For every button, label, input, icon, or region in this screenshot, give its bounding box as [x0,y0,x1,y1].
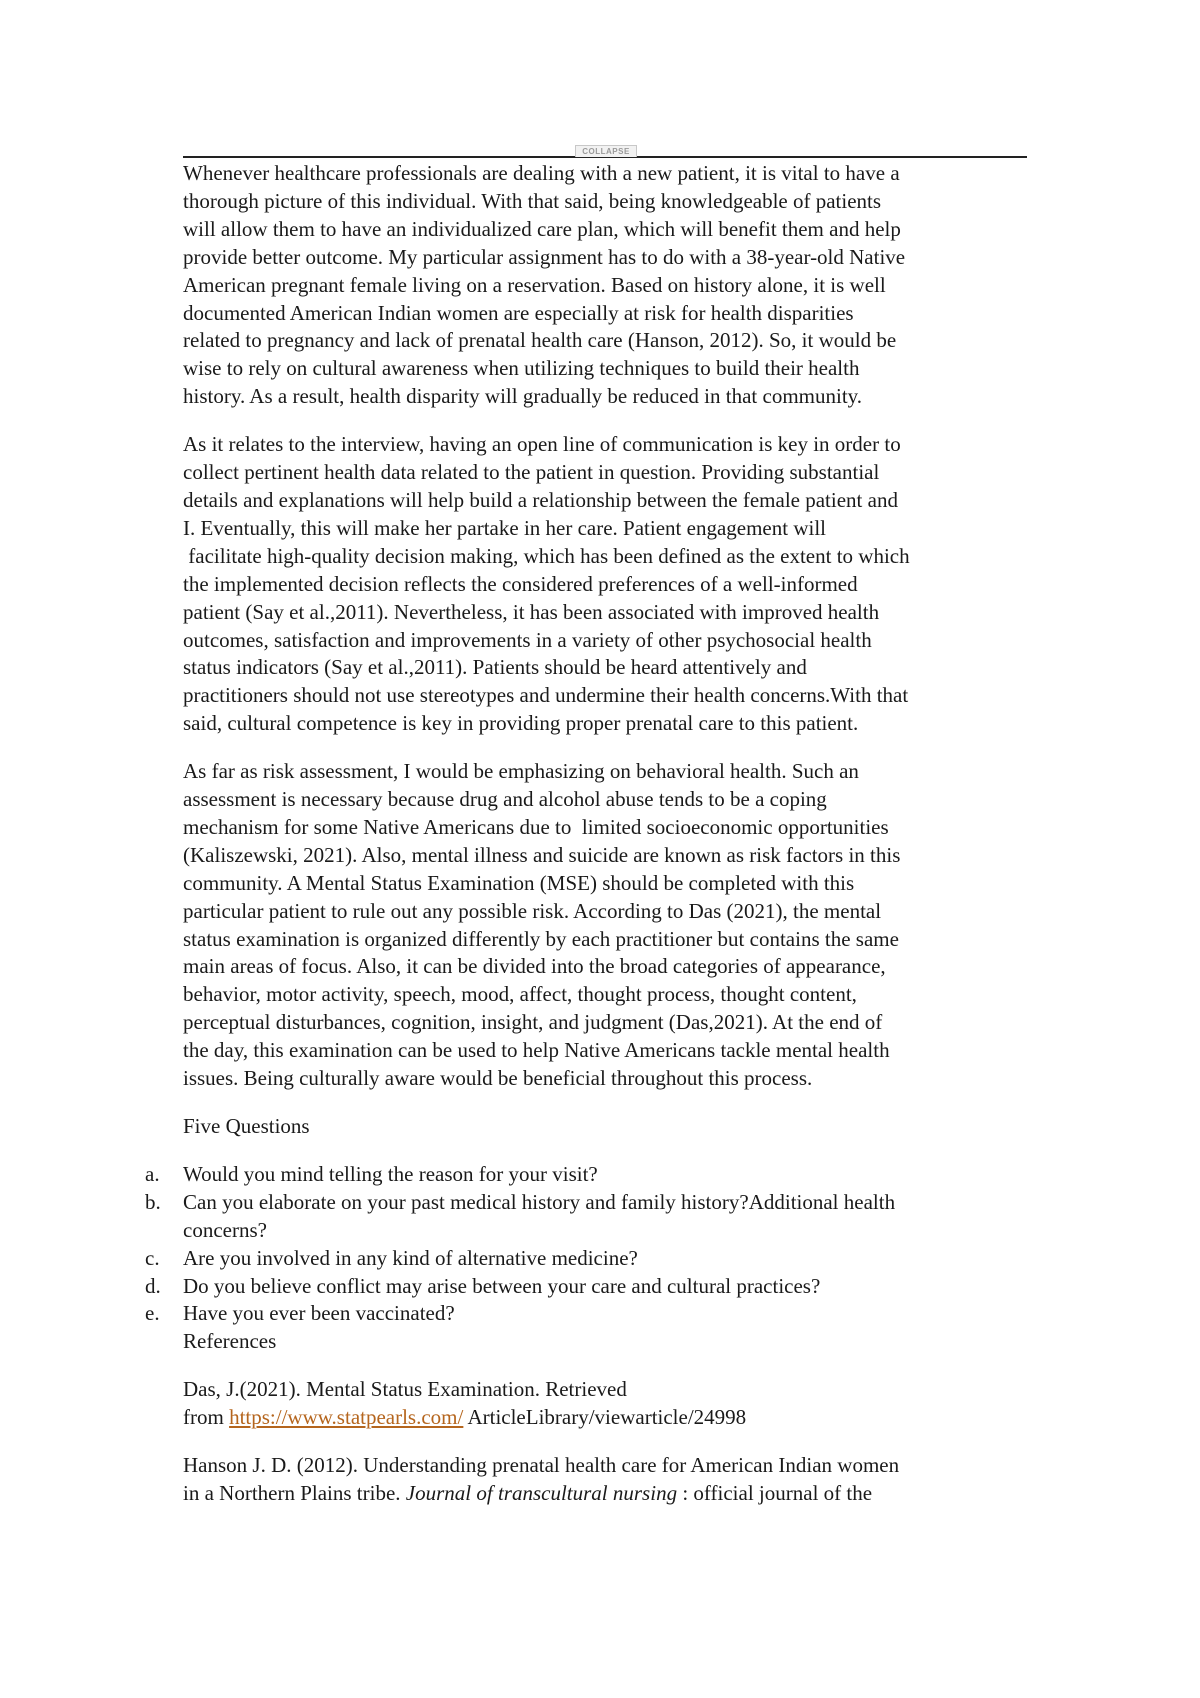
question-text: Can you elaborate on your past medical history and family history?Additional health [183,1189,896,1214]
questions-list [145,1161,1043,1328]
list-marker: c. [145,1245,160,1270]
text-line: wise to rely on cultural awareness when utilizing techniques to build their health [183,356,860,381]
question-text: Do you believe conflict may arise between your care and cultural practices? [183,1273,821,1298]
text-line: outcomes, satisfaction and improvements in a variety of other psychosocial health [183,627,872,652]
question-text: concerns? [183,1217,267,1242]
reference-hanson [183,1452,1043,1508]
text-line: said, cultural competence is key in providing proper prenatal care to this patient. [183,711,859,736]
intro-paragraph [183,160,1043,411]
reference-text: : official journal of the [677,1480,873,1505]
text-line: issues. Being culturally aware would be beneficial throughout this process. [183,1066,813,1091]
text-line: perceptual disturbances, cognition, insight, and judgment (Das,2021). At the end of [183,1010,883,1035]
text-line: mechanism for some Native Americans due to limited socioeconomic opportunities [183,814,889,839]
list-marker: d. [145,1273,161,1298]
text-line: status examination is organized differently by each practitioner but contains the same [183,926,899,951]
text-line: American pregnant female living on a reservation. Based on history alone, it is well [183,272,886,297]
text-line: documented American Indian women are especially at risk for health disparities [183,300,854,325]
list-marker: b. [145,1189,161,1214]
risk-assessment-paragraph [183,758,1043,1093]
reference-text: in a Northern Plains tribe. [183,1480,406,1505]
reference-line: Das, J.(2021). Mental Status Examination. Retrieved [183,1377,627,1402]
text-line: details and explanations will help build a relationship between the female patient and [183,487,898,512]
reference-line [183,1480,1043,1508]
text-line: related to pregnancy and lack of prenatal health care (Hanson, 2012). So, it would be [183,328,897,353]
text-line: particular patient to rule out any possible risk. According to Das (2021), the mental [183,898,882,923]
text-line: I. Eventually, this will make her partake in her care. Patient engagement will [183,515,826,540]
question-item [145,1245,1043,1273]
text-line: community. A Mental Status Examination (MSE) should be completed with this [183,870,855,895]
text-line: facilitate high-quality decision making, which has been defined as the extent to which [183,543,910,568]
question-text: Would you mind telling the reason for your visit? [183,1161,598,1186]
text-line: assessment is necessary because drug and alcohol abuse tends to be a coping [183,787,827,812]
reference-path: ArticleLibrary/viewarticle/24998 [463,1405,747,1430]
text-line: thorough picture of this individual. With that said, being knowledgeable of patients [183,188,882,213]
question-text: Are you involved in any kind of alternative medicine? [183,1245,638,1270]
collapse-bar [183,145,1027,159]
text-line: patient (Say et al.,2011). Nevertheless, it has been associated with improved health [183,599,880,624]
question-item [145,1300,1043,1328]
document-body [145,160,1043,1528]
question-item [145,1189,1043,1245]
reference-das [183,1376,1043,1432]
text-line: As it relates to the interview, having an open line of communication is key in order to [183,432,901,457]
reference-line [183,1404,1043,1432]
list-marker: a. [145,1161,160,1186]
text-line: collect pertinent health data related to the patient in question. Providing substantial [183,460,880,485]
references-heading: References [183,1329,277,1354]
question-item [145,1161,1043,1189]
text-line: provide better outcome. My particular assignment has to do with a 38-year-old Native [183,244,906,269]
question-item [145,1273,1043,1301]
text-line: will allow them to have an individualized care plan, which will benefit them and help [183,216,901,241]
journal-title: Journal of transcultural nursing [405,1480,678,1505]
collapse-button[interactable]: COLLAPSE [575,145,637,157]
text-line: history. As a result, health disparity will gradually be reduced in that community. [183,384,863,409]
statpearls-link[interactable]: https://www.statpearls.com/ [229,1405,464,1430]
text-line: practitioners should not use stereotypes and undermine their health concerns.With that [183,683,909,708]
text-line: As far as risk assessment, I would be emphasizing on behavioral health. Such an [183,759,859,784]
text-line: (Kaliszewski, 2021). Also, mental illness and suicide are known as risk factors in this [183,842,901,867]
text-line: the day, this examination can be used to help Native Americans tackle mental health [183,1038,890,1063]
text-line: main areas of focus. Also, it can be divided into the broad categories of appearance, [183,954,886,979]
text-line: behavior, motor activity, speech, mood, affect, thought process, thought content, [183,982,857,1007]
text-line: the implemented decision reflects the considered preferences of a well-informed [183,571,858,596]
text-line: status indicators (Say et al.,2011). Patients should be heard attentively and [183,655,807,680]
question-text: Have you ever been vaccinated? [183,1301,455,1326]
reference-from: from [183,1405,230,1430]
reference-line: Hanson J. D. (2012). Understanding prenatal health care for American Indian women [183,1453,900,1478]
interview-paragraph [183,431,1043,738]
list-marker: e. [145,1301,160,1326]
text-line: Whenever healthcare professionals are dealing with a new patient, it is vital to have a [183,161,900,185]
questions-heading: Five Questions [183,1114,310,1138]
